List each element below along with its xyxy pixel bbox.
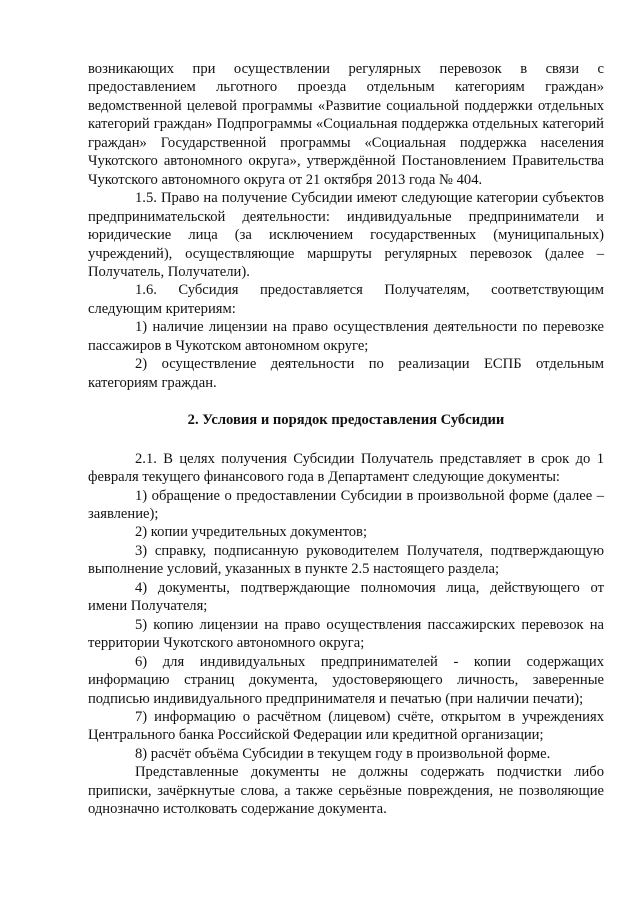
- criteria-item-1: 1) наличие лицензии на право осуществления деятельности по перевозке пассажиров в Чукотском автономном округе;: [88, 319, 604, 354]
- paragraph-1-6: 1.6. Субсидия предоставляется Получателям, соответствующим следующим критериям:: [88, 282, 604, 317]
- document-item-4: 4) документы, подтверждающие полномочия лица, действующего от имени Получателя;: [88, 579, 604, 615]
- document-item-3: 3) справку, подписанную руководителем Получателя, подтверждающую выполнение условий, указанных в пункте 2.5 настоящего раздела;: [88, 542, 604, 578]
- document-item-6: 6) для индивидуальных предпринимателей - копии содержащих информацию страниц документа, удостоверяющего личность, заверенные подписью индивидуального предпринимателя и печатью (при наличии печати);: [88, 653, 604, 707]
- document-item-8: 8) расчёт объёма Субсидии в текущем году в произвольной форме.: [135, 745, 551, 762]
- paragraph-continuation: возникающих при осуществлении регулярных перевозок в связи с предоставлением льготного проезда отдельным категориям граждан» ведомственной целевой программы «Развитие социальной поддержки отдельных категорий граждан» Подпрограммы «Социальная поддержка отдельных категорий граждан» Государственной программы «Социальная поддержка населения Чукотского автономного округа», утверждённой Постановлением Правительства Чукотского автономного округа от 21 октября 2013 года № 404.: [88, 61, 604, 188]
- paragraph-1-5: 1.5. Право на получение Субсидии имеют следующие категории субъектов предпринимательской деятельности: индивидуальные предприниматели и юридические лица (за исключением государственных (муниципальных) учреждений), осуществляющие маршруты регулярных перевозок (далее – Получатель, Получатели).: [88, 190, 604, 280]
- document-item-1: 1) обращение о предоставлении Субсидии в произвольной форме (далее – заявление);: [88, 487, 604, 522]
- section-1: [88, 60, 604, 392]
- criteria-item-2: 2) осуществление деятельности по реализации ЕСПБ отдельным категориям граждан.: [88, 356, 604, 391]
- paragraph-document-requirements: Представленные документы не должны содержать подчистки либо приписки, зачёркнутые слова, а также серьёзные повреждения, не позволяющие однозначно истолковать содержание документа.: [88, 764, 604, 818]
- document-item-5: 5) копию лицензии на право осуществления пассажирских перевозок на территории Чукотского автономного округа;: [88, 616, 604, 652]
- document-item-7: 7) информацию о расчётном (лицевом) счёте, открытом в учреждениях Центрального банка Российской Федерации или кредитной организации;: [88, 708, 604, 744]
- document-item-2: 2) копии учредительных документов;: [135, 524, 367, 541]
- paragraph-2-1: 2.1. В целях получения Субсидии Получатель представляет в срок до 1 февраля текущего финансового года в Департамент следующие документы:: [88, 450, 604, 486]
- section-2: [88, 450, 604, 819]
- document-page: [88, 60, 604, 819]
- section-2-heading: 2. Условия и порядок предоставления Субсидии: [187, 412, 505, 429]
